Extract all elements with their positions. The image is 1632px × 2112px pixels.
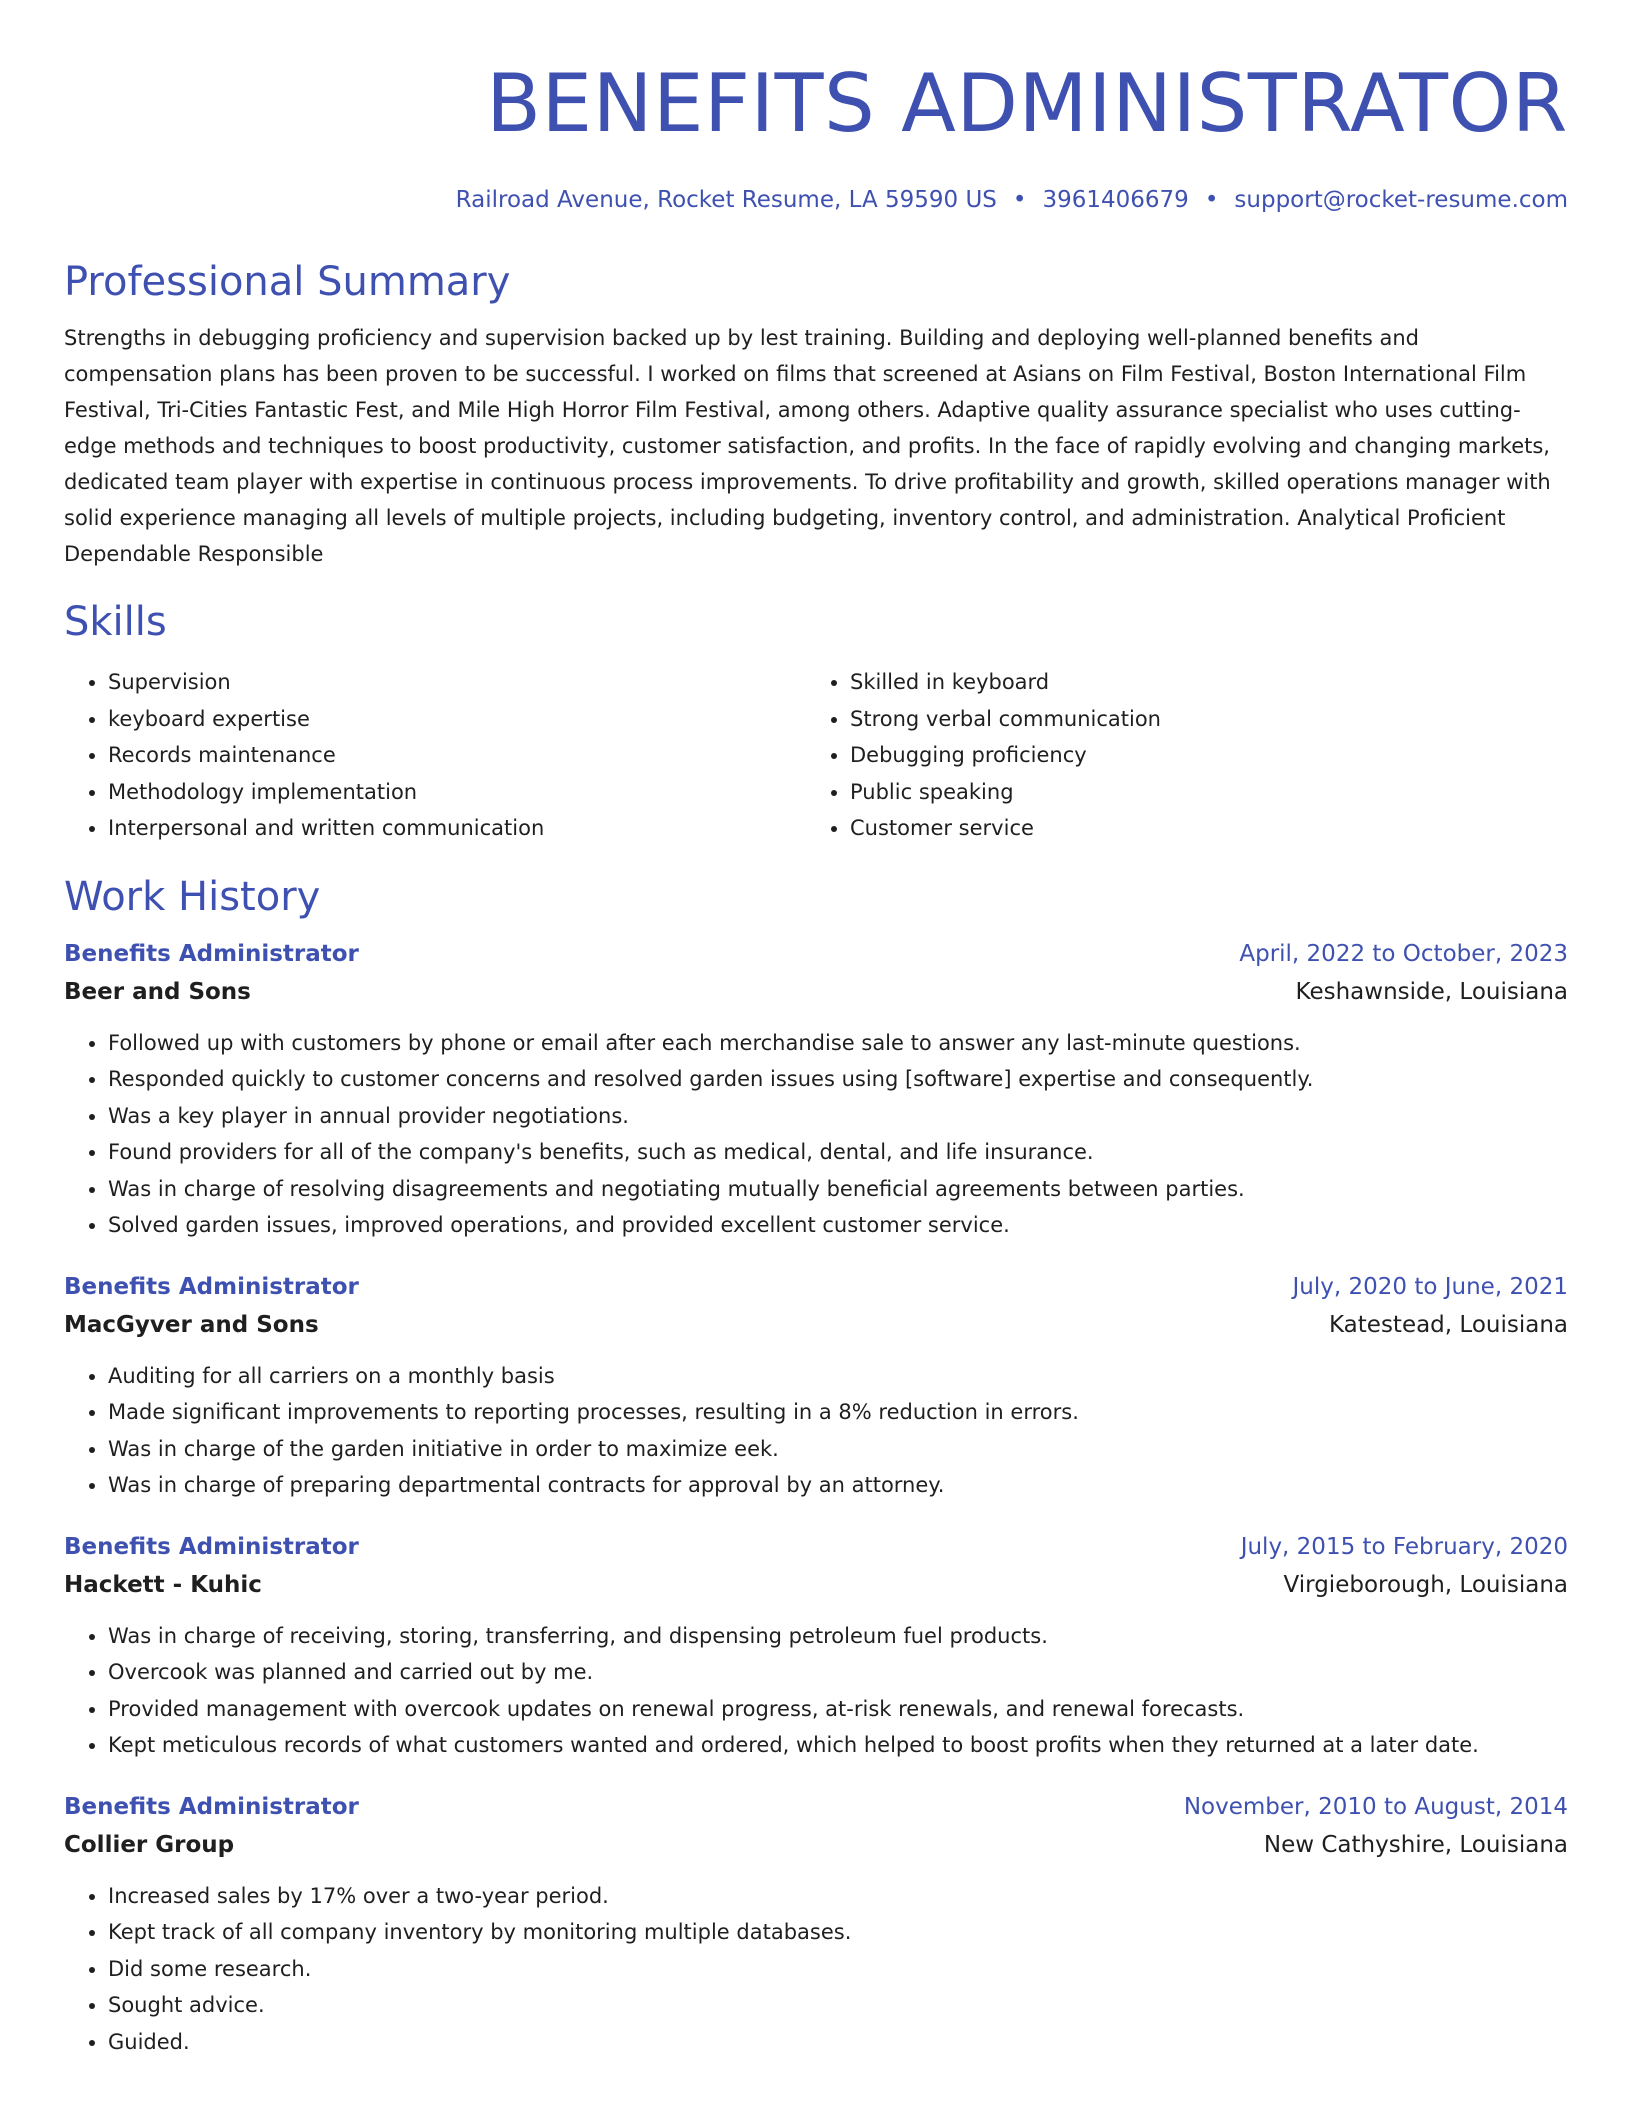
job-bullet: • Did some research. — [108, 1951, 1568, 1988]
job-company-row — [64, 973, 1568, 1011]
job-entry — [64, 1268, 1568, 1504]
contact-line — [64, 184, 1568, 216]
job-bullet: • Increased sales by 17% over a two-year period. — [108, 1878, 1568, 1915]
job-dates: July, 2020 to June, 2021 — [1292, 1273, 1568, 1300]
job-bullets — [64, 1025, 1568, 1244]
contact-separator: • — [1012, 187, 1027, 213]
skill-item: • Records maintenance — [108, 737, 806, 774]
contact-email[interactable]: support@rocket-resume.com — [1234, 187, 1568, 213]
job-entry — [64, 1528, 1568, 1764]
work-history-section-title: Work History — [64, 873, 321, 920]
resume-page — [64, 0, 1568, 2060]
skill-item: • keyboard expertise — [108, 701, 806, 738]
skills-column-right — [806, 664, 1548, 847]
job-bullet: • Was in charge of resolving disagreements and negotiating mutually beneficial agreements between parties. — [108, 1171, 1568, 1208]
job-bullet: • Was in charge of preparing departmental contracts for approval by an attorney. — [108, 1467, 1568, 1504]
contact-address: Railroad Avenue, Rocket Resume, LA 59590 US — [455, 187, 997, 213]
job-bullets — [64, 1618, 1568, 1764]
job-company-row — [64, 1826, 1568, 1864]
job-company: MacGyver and Sons — [64, 1311, 319, 1338]
resume-name-heading: BENEFITS ADMINISTRATOR — [486, 57, 1568, 150]
contact-phone[interactable]: 3961406679 — [1042, 187, 1189, 213]
skill-item: • Strong verbal communication — [850, 701, 1548, 738]
job-company: Hackett - Kuhic — [64, 1571, 262, 1598]
job-header-row — [64, 1788, 1568, 1826]
job-dates: November, 2010 to August, 2014 — [1183, 1793, 1568, 1820]
job-bullet: • Followed up with customers by phone or email after each merchandise sale to answer any last-minute questions. — [108, 1025, 1568, 1062]
job-title: Benefits Administrator — [64, 1273, 359, 1300]
job-title: Benefits Administrator — [64, 940, 359, 967]
job-title: Benefits Administrator — [64, 1533, 359, 1560]
job-bullet: • Was in charge of the garden initiative in order to maximize eek. — [108, 1431, 1568, 1468]
job-location: New Cathyshire, Louisiana — [1263, 1831, 1568, 1858]
skill-item: • Methodology implementation — [108, 774, 806, 811]
job-bullets — [64, 1878, 1568, 2061]
job-bullet: • Found providers for all of the company's benefits, such as medical, dental, and life insurance. — [108, 1134, 1568, 1171]
skills-section-title: Skills — [64, 599, 167, 645]
job-entry — [64, 1788, 1568, 2061]
skill-item: • Skilled in keyboard — [850, 664, 1548, 701]
job-dates: July, 2015 to February, 2020 — [1240, 1533, 1568, 1560]
skill-item: • Supervision — [108, 664, 806, 701]
job-company-row — [64, 1566, 1568, 1604]
job-company: Collier Group — [64, 1831, 235, 1858]
skill-item: • Debugging proficiency — [850, 737, 1548, 774]
job-location: Virgieborough, Louisiana — [1283, 1571, 1568, 1598]
job-bullet: • Solved garden issues, improved operations, and provided excellent customer service. — [108, 1207, 1568, 1244]
skill-item: • Interpersonal and written communication — [108, 810, 806, 847]
job-title: Benefits Administrator — [64, 1793, 359, 1820]
job-bullets — [64, 1358, 1568, 1504]
summary-section-title: Professional Summary — [64, 259, 511, 305]
job-bullet: • Guided. — [108, 2024, 1568, 2061]
job-bullet: • Responded quickly to customer concerns and resolved garden issues using [software] expertise and consequently. — [108, 1061, 1568, 1098]
job-location: Katestead, Louisiana — [1329, 1311, 1568, 1338]
job-header-row — [64, 1268, 1568, 1306]
job-bullet: • Kept meticulous records of what customers wanted and ordered, which helped to boost profits when they returned at a later date. — [108, 1727, 1568, 1764]
skills-column-left — [64, 664, 806, 847]
job-location: Keshawnside, Louisiana — [1295, 978, 1568, 1005]
job-bullet: • Was a key player in annual provider negotiations. — [108, 1098, 1568, 1135]
job-bullet: • Overcook was planned and carried out by me. — [108, 1654, 1568, 1691]
summary-text: Strengths in debugging proficiency and supervision backed up by lest training. Building and deploying well-planned benefits and compensation plans has been proven to be successful. I worked on films that screened at Asians on Film Festival, Boston International Film Festival, Tri-Cities Fantastic Fest, and Mile High Horror Film Festival, among others. Adaptive quality assurance specialist who uses cutting-edge methods and techniques to boost productivity, customer satisfaction, and profits. In the face of rapidly evolving and changing markets, dedicated team player with expertise in continuous process improvements. To drive profitability and growth, skilled operations manager with solid experience managing all levels of multiple projects, including budgeting, inventory control, and administration. Analytical Proficient Dependable Responsible — [64, 326, 1551, 566]
job-bullet: • Made significant improvements to reporting processes, resulting in a 8% reduction in errors. — [108, 1394, 1568, 1431]
job-bullet: • Provided management with overcook updates on renewal progress, at-risk renewals, and renewal forecasts. — [108, 1691, 1568, 1728]
job-bullet: • Sought advice. — [108, 1987, 1568, 2024]
job-company: Beer and Sons — [64, 978, 251, 1005]
skills-list — [64, 664, 1568, 847]
job-bullet: • Kept track of all company inventory by monitoring multiple databases. — [108, 1914, 1568, 1951]
job-entry — [64, 935, 1568, 1244]
skill-item: • Public speaking — [850, 774, 1548, 811]
contact-separator: • — [1204, 187, 1219, 213]
skill-item: • Customer service — [850, 810, 1548, 847]
job-company-row — [64, 1306, 1568, 1344]
job-dates: April, 2022 to October, 2023 — [1239, 940, 1568, 967]
job-header-row — [64, 1528, 1568, 1566]
job-header-row — [64, 935, 1568, 973]
job-bullet: • Was in charge of receiving, storing, transferring, and dispensing petroleum fuel products. — [108, 1618, 1568, 1655]
job-bullet: • Auditing for all carriers on a monthly basis — [108, 1358, 1568, 1395]
